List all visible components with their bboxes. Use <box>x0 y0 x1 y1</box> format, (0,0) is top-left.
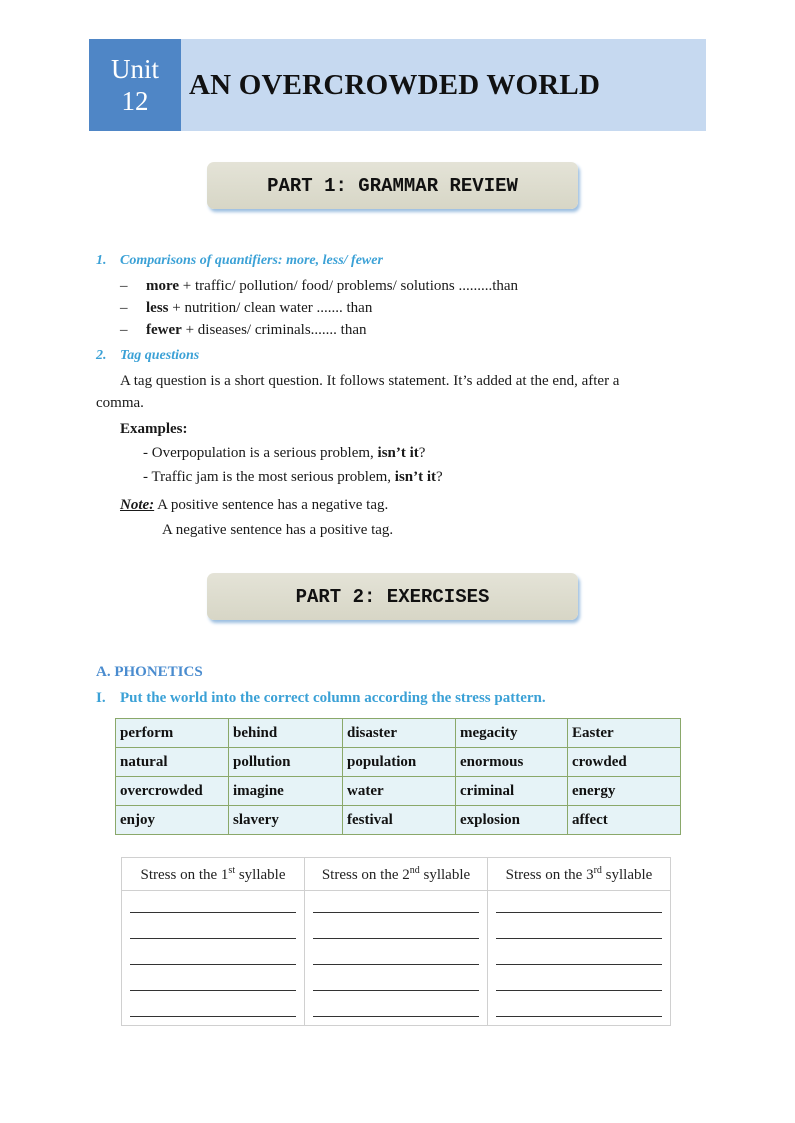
example-end: ? <box>436 469 443 485</box>
quantifier-text: + nutrition/ clean water ....... than <box>168 300 373 316</box>
header-text: syllable <box>601 866 653 883</box>
word-cell: imagine <box>229 777 343 806</box>
examples-label: Examples: <box>120 421 188 437</box>
word-cell: behind <box>229 719 343 748</box>
exercise-instruction <box>96 689 546 707</box>
bullet-dash: – <box>120 278 128 294</box>
answer-line[interactable] <box>496 991 662 1017</box>
answer-line[interactable] <box>313 913 479 939</box>
quantifier-word: less <box>146 300 169 316</box>
word-cell: affect <box>568 806 681 835</box>
table-row <box>116 806 681 835</box>
answer-column-2nd[interactable] <box>305 891 488 1026</box>
stress-answer-row <box>122 891 671 1026</box>
quantifier-line-fewer <box>120 321 367 339</box>
quantifier-word: more <box>146 278 180 294</box>
quantifier-text: + diseases/ criminals....... than <box>181 322 367 338</box>
phonetics-section-label: A. PHONETICS <box>96 664 203 680</box>
stress-header-1st <box>122 858 305 891</box>
exercise-number: I. <box>96 690 106 706</box>
note-line1 <box>120 496 388 514</box>
header-text: Stress on the 1 <box>140 866 229 883</box>
example-tag: isn’t it <box>394 469 437 485</box>
example-end: ? <box>418 445 426 461</box>
word-cell: festival <box>343 806 456 835</box>
word-cell: crowded <box>568 748 681 777</box>
part1-banner: PART 1: GRAMMAR REVIEW <box>207 162 578 209</box>
tag-definition-line1: A tag question is a short question. It follows statement. It’s added at the end, after a <box>120 373 620 389</box>
word-cell: Easter <box>568 719 681 748</box>
header-text: syllable <box>235 866 286 883</box>
header-text: syllable <box>419 866 471 883</box>
word-cell: perform <box>116 719 229 748</box>
word-cell: natural <box>116 748 229 777</box>
unit-title: AN OVERCROWDED WORLD <box>189 68 601 101</box>
word-cell: enjoy <box>116 806 229 835</box>
table-row <box>116 719 681 748</box>
answer-line[interactable] <box>496 965 662 991</box>
quantifier-line-more <box>120 277 518 295</box>
answer-line[interactable] <box>496 939 662 965</box>
grammar-item1-title: Comparisons of quantifiers: more, less/ fewer <box>120 253 383 268</box>
header-text: Stress on the 3 <box>505 866 594 883</box>
unit-badge <box>89 39 181 131</box>
answer-line[interactable] <box>313 939 479 965</box>
word-cell: energy <box>568 777 681 806</box>
answer-line[interactable] <box>496 905 662 913</box>
word-cell: disaster <box>343 719 456 748</box>
header-ordinal: rd <box>593 864 602 876</box>
header-ordinal: st <box>228 864 236 876</box>
example-1 <box>143 444 425 462</box>
bullet-dash: – <box>120 322 128 338</box>
word-table <box>115 718 681 835</box>
stress-table <box>121 857 671 1026</box>
word-cell: slavery <box>229 806 343 835</box>
word-cell: water <box>343 777 456 806</box>
grammar-item2-number: 2. <box>96 348 107 363</box>
grammar-item1-number: 1. <box>96 253 107 268</box>
grammar-item2-title: Tag questions <box>120 348 200 363</box>
answer-line[interactable] <box>130 991 296 1017</box>
example-text: - Traffic jam is the most serious problem, <box>143 469 395 485</box>
quantifier-text: + traffic/ pollution/ food/ problems/ solutions .........than <box>179 278 519 294</box>
word-cell: enormous <box>456 748 568 777</box>
exercise-instruction-text: Put the world into the correct column according the stress pattern. <box>120 690 546 706</box>
stress-header-3rd <box>488 858 671 891</box>
answer-column-3rd[interactable] <box>488 891 671 1026</box>
note-label: Note: <box>120 497 155 513</box>
answer-line[interactable] <box>130 913 296 939</box>
header-text: Stress on the 2 <box>321 866 410 883</box>
unit-title-box <box>181 39 706 131</box>
header-ordinal: nd <box>409 864 420 876</box>
table-row <box>116 777 681 806</box>
answer-line[interactable] <box>313 905 479 913</box>
note-text1: A positive sentence has a negative tag. <box>154 497 389 513</box>
unit-header <box>89 39 706 131</box>
answer-line[interactable] <box>496 913 662 939</box>
stress-header-row <box>122 858 671 891</box>
stress-header-2nd <box>305 858 488 891</box>
note-line2: A negative sentence has a positive tag. <box>162 522 394 538</box>
bullet-dash: – <box>120 300 128 316</box>
answer-line[interactable] <box>130 905 296 913</box>
unit-word: Unit <box>110 54 159 84</box>
table-row <box>116 748 681 777</box>
word-cell: criminal <box>456 777 568 806</box>
word-cell: population <box>343 748 456 777</box>
answer-column-1st[interactable] <box>122 891 305 1026</box>
grammar-item2-heading <box>96 347 199 365</box>
answer-line[interactable] <box>313 965 479 991</box>
example-text: - Overpopulation is a serious problem, <box>143 445 378 461</box>
example-tag: isn’t it <box>377 445 419 461</box>
quantifier-line-less <box>120 299 372 317</box>
word-cell: megacity <box>456 719 568 748</box>
unit-number: 12 <box>121 86 149 116</box>
part2-banner: PART 2: EXERCISES <box>207 573 578 620</box>
answer-line[interactable] <box>130 939 296 965</box>
answer-line[interactable] <box>313 991 479 1017</box>
example-2 <box>143 468 443 486</box>
word-cell: explosion <box>456 806 568 835</box>
word-cell: overcrowded <box>116 777 229 806</box>
grammar-item1-heading <box>96 252 383 270</box>
quantifier-word: fewer <box>146 322 182 338</box>
answer-line[interactable] <box>130 965 296 991</box>
word-cell: pollution <box>229 748 343 777</box>
tag-definition-line2: comma. <box>96 395 144 411</box>
